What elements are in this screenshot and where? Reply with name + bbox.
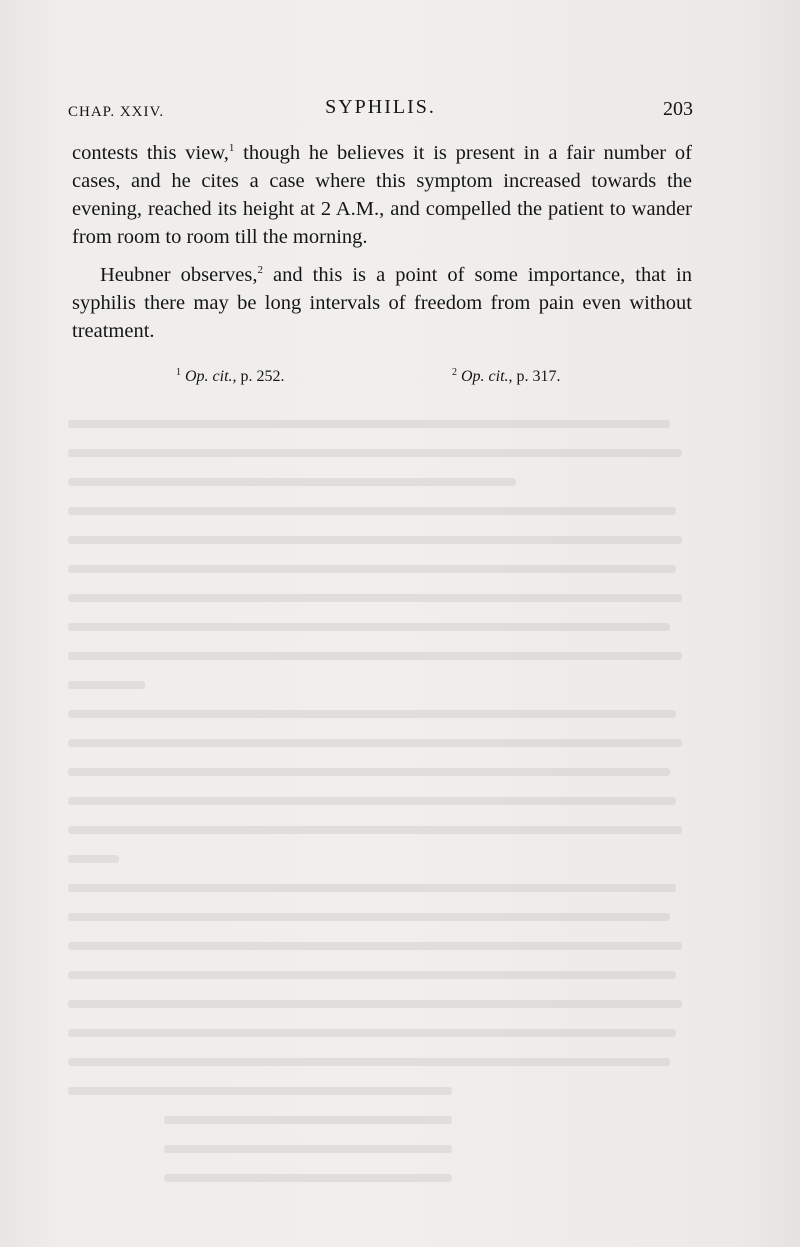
footnote-1-page: , p. 252. <box>232 368 285 385</box>
page-number: 203 <box>663 98 693 120</box>
bleed-through-shadow <box>68 420 708 1120</box>
footnote-1 <box>176 368 285 386</box>
footnote-2-marker: 2 <box>452 367 457 378</box>
paragraph-2 <box>72 261 692 345</box>
footnotes <box>72 368 692 392</box>
footnote-1-source: Op. cit. <box>185 368 233 385</box>
footnote-2-page: , p. 317. <box>508 368 561 385</box>
paragraph-1 <box>72 139 692 251</box>
paragraph-1-text-b: though he believes it is present in a fair number of cases, and he cites a case where this symptom increased towards the evening, reached its height at 2 A.M., and compelled the patient to wander from room to room till the morning. <box>72 142 692 248</box>
footnote-2-source: Op. cit. <box>461 368 509 385</box>
paragraph-1-text-a: contests this view, <box>72 142 229 164</box>
paragraph-2-text-a: Heubner observes, <box>100 264 258 286</box>
footnote-ref-1: 1 <box>228 142 235 154</box>
footnote-2 <box>452 368 561 386</box>
page-title: SYPHILIS. <box>325 96 436 118</box>
running-head <box>68 96 693 126</box>
paragraph-2-text-b: and this is a point of some importance, that in syphilis there may be long intervals of freedom from pain even without treatment. <box>72 264 692 342</box>
chapter-label: CHAP. XXIV. <box>68 104 165 120</box>
footnote-1-marker: 1 <box>176 367 181 378</box>
body-text <box>72 139 692 355</box>
footnote-ref-2: 2 <box>257 264 263 276</box>
